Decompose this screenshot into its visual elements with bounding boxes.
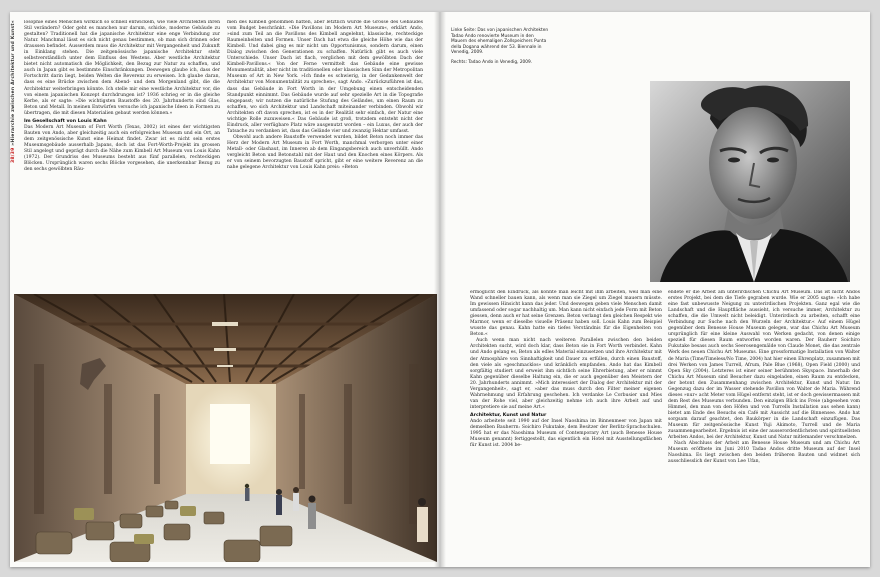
right-page	[443, 12, 870, 567]
portrait-illustration	[650, 81, 850, 282]
caption-left-photo: Linke Seite: Das von japanischen Architekten Tadao Ando renovierte Museum in den Mauern des ehemaligen Zollspeichers Punta della Dogana während der 53. Biennale in Venedig, 2009.	[451, 28, 549, 56]
running-head-text: »Hierarchie zwischen Architektur und Kunst«	[11, 20, 16, 146]
magazine-spread	[10, 12, 870, 567]
body-paragraph: ermöglicht den Eindruck, als könnte man leicht mit ihm arbeiten, weil man eine Wand schneller bauen kann, als wenn man sie Ziegel um Ziegel mauern müsste. Im gewissen Hinsicht kann das jeder. Und deswegen geben viele Menschen damit umfassend oder sogar nachhaltig um. Man kann nicht einfach jede Form mit Beton giessen, denn auch er hat seine Grenzen. Beton verlangt den gleichen Respekt wie Marmor, wenn er dieselbe visuelle Präsenz haben soll. Louis Kahn zum Beispiel wusste das genau. Kahn hatte ein tiefes Verständnis für die Eigenheiten von Beton.«	[470, 290, 662, 338]
museum-interior-illustration	[14, 294, 437, 562]
caption-right-photo: Rechts: Tadao Ando in Venedig, 2009.	[451, 59, 533, 65]
left-column-2	[227, 20, 423, 290]
left-page	[10, 12, 437, 567]
body-paragraph: Ando arbeitete seit 1990 auf der Insel Naoshima im Binnenmeer von Japan mit demselben Bauherrn: Soichiro Fukutake, dem Besitzer der Berlitz-Sprachschulen. 1995 hat er das Naoshima Museum of Contemporary Art (auch Benesse House Museum genannt) fertiggestellt, das eigentlich ein Hotel mit Ausstellungsflächen für Kunst ist. 2004 be-	[470, 418, 662, 449]
photo-caption	[451, 28, 549, 70]
section-heading: Architektur, Kunst und Natur	[470, 412, 547, 418]
body-paragraph: endete er die Arbeit am unterirdischen Chichu Art Museum. Das ist nicht Andos erstes Projekt, bei dem die Tiefe gegraben wurde. Wie er 2005 sagte: »Ich habe eine fast unbewusste Neigung zu unterirdischen Projekten. Ganz egal wie die Landschaft und die Hauptfläche aussieht, ich versuche immer, Architektur zu schaffen, die die Umwelt nicht beleidigt. Unterirdisch zu arbeiten, schafft eine Verbindung zur Suche nach den Wurzeln der Architektur.« Auf einem Hügel gegenüber dem Benesse House Museum gelegen, war das Chichu Art Museum ursprünglich für eine kleine Auswahl von Werken gedacht, von denen einige speziell für diesen Raum entworfen worden waren. Der Bauherr Soichiro Fukutake besass auch sechs Seerosengemälde von Claude Monet, die das zentrale Werk des neuen Chichu Art Museums. Eine grossformatige Installation von Walter de Maria (Time/Timeless/No Time, 2004) hat hier einen Ehrenplatz, zusammen mit drei Werken von James Turrell, Afrum, Pale Blue (1968), Open Field (2000) und Open Sky (2004). Letzteres ist einer seiner berühmten Skyspace. Innerhalb der Chichu Art Museum sind Besucher dazu eingeladen, einen Raum zu entdecken, der betont den Zusammenhang zwischen Architektur, Kunst und Natur. Im Gegenzug dazu der im Wasser stehende Pavillon von Walter de Maria. Während dieses »nur« acht Meter vom Hügel entfernt steht, ist er doch gewissermassen mit dem Rest des Museums verbunden. Den einzigen Blick ins Freie (abgesehen vom Himmel, den man von den Höfen und von Turrells Installation aus sehen kann) bietet am Ende des Besuchs ein Café mit Aussicht auf die Binnensee. Ando hat sorgsam darauf geachtet, den Baukörper in die Landschaft einzufügen. Das Museum für zeitgenössische Kunst Yuji Akimoto, Turrell und de Maria zusammengearbeitet. Ergebnis ist eine der ausserordentlichsten und spirituellsten Arbeiten Andos, bei der Architektur, Kunst und Natur mitlemander verschmelzen.	[668, 290, 860, 441]
running-head	[11, 20, 23, 230]
body-paragraph: Das Modern Art Museum of Fort Worth (Texas, 2002) ist eines der wichtigsten Bauten von Ando, aber gleichzeitig auch ein erfolgreiches Museum und ein Ort, an dem zeitgenössische Kunst eine Heimat findet. Zwar ist es nicht sein erstes Museumsgebäude ausserhalb Japans, doch ist das Fort-Worth-Projekt im grossen Stil angelegt und geprägt durch die Nähe zum Kimbell Art Museum von Louis Kahn (1972). Der Grundriss des Museums besteht aus fünf parallelen, rechteckigen Blöcken. Ursprünglich waren sechs Blöcke vorgesehen, die unerkennbar Bezug zu den sechs gewölbten Räu-	[24, 124, 220, 173]
tadao-ando-portrait	[650, 81, 850, 282]
body-paragraph: Nach Abschluss der Arbeit am Benesse House Museum und am Chichu Art Museum eröffnete im Juni 2010 Tadao Andos dritte Museum auf der Insel Naoshima. Es liegt zwischen den beiden früheren Bauten und widmet sich ausschliesslich der Kunst von Lee Ufan,	[668, 441, 860, 465]
body-paragraph: Auch wenn man nicht nach weiteren Parallelen zwischen den beiden Architekten sucht, wird doch klar, dass Beton sie in Fort Worth verbindet. Kahn und Ando gelang es, Beton als edles Material einzusetzen und ihre Architektur mit der Atmosphäre von Sinnhaftigkeit und Dauer zu erfüllen, durch einen Baustoff, den viele als »geschmacklos« und kränklich empfanden. Ando hat das Kimbell sorgfältig studiert und erweist ihm sichtlich seine Ehrerbietung, aber er nimmt Kahn gegenüber dieselbe Haltung ein, die er auch gegenüber den Meistern der 20. Jahrhunderts annimmt. »Mich interessiert der Dialog der Architektur mit der Vergangenheit«, sagt er, »aber das muss durch den Filter meiner eigenen Wahrnehmung und Erfahrung geschehen. Ich verdanke Le Corbusier und Mies van der Rohe viel, aber gleichzeitig nehme ich auch ihre Arbeit auf und interpretiere sie auf meine Art.«	[470, 338, 662, 410]
left-column-1	[24, 20, 220, 290]
venice-museum-photo	[14, 294, 437, 562]
body-paragraph: men des Kimbell genommen hätten, aber letztlich wurde die Grösse des Gebäudes vom Budget beschränkt. »Die Pavillons im Modern Art Museum«, erklärt Ando, »sind zum Teil an die Pavillons des Kimbell angelehnt, klassische, rechteckige Raumeinheiten und Formen. Unser Dach hat etwa die gleiche Höhe wie das der Kimbell. Und dabei ging es mir nicht um Opportunismus, sondern darum, einen Dialog zwischen den Generationen zu schaffen. Natürlich gibt es auch viele Unterschiede. Unser Dach ist flach, verglichen mit dem gewölbten Dach der Kimbell-Pavillons.« Von der Ferne vermittelt das Gebäude eine gewisse Monumentalität, aber nicht im traditionellen oder klassischen Sinn der Metropolitan Museum of Art in New York. »Ich finde es schwierig, in der Gedankenwelt der Architektur von Monumentalität zu sprechen«, sagt Ando. »Zurückzuführen ist das, dass das Gebäude in Fort Worth in der Umgebung einen entscheidenden Standpunkt einnimmt. Das Gebäude wurde auf sehr spezielle Art in die Topografie eingepasst; wir nutzen die natürliche Stufung des Geländes, um einen Raum zu schaffen, wo sich Architektur und Landschaft miteinander verbinden. Obwohl wir Architekten oft davon sprechen, ist es in der Realität sehr einfach, der Natur eine wichtige Rolle zuzuweisen.« Das Gebäude ist groß, trotzdem entsteht nicht der Eindruck, aller verfügbare Platz wäre ausgenutzt worden – ein Luxus, der auch der Tatsache zu verdanken ist, dass das Gelände vier und zwanzig Hektar umfasst.	[227, 20, 423, 134]
section-heading: Im Gesellschaft von Louis Kahn	[24, 118, 107, 124]
body-paragraph: Obwohl auch andere Baustoffe verwendet wurden, bildet Beton noch immer das Herz der Modern Art Museum in Fort Worth, manchmal verborgen unter einer Metall- oder Glashaut, im Inneren ab dem Eingangsbereich auch unverhüllt. Ando vergleicht Beton und Betonstahl mit der Haut und den Knochen eines Körpers. Als er von seinem bevorzugten Baustoff spricht, gibt er eine weitere Reverenz an die nahe gelegene Architektur von Louis Kahn preis: »Beton	[227, 134, 423, 171]
right-column-1	[470, 290, 662, 560]
body-paragraph: losophie eines Menschen wirklich so schnell entwickeln, wie viele Architekten ihren Stil verändern? Oder geht es manchen nur darum, schicke, moderne Gebäude zu gestalten? Traditionell hat die japanische Architektur eine enge Verbindung zur Natur. Manchmal lässt es sich nicht genau bestimmen, ob man sich drinnen oder draussen befindet. Ausserdem muss die Architektur mit Vergangenheit und Zukunft in Einklang stehen. Die zeitgenössische japanische Architektur steht selbstverständlich unter dem Einfluss des Westens. Aber westliche Architektur bietet nicht automatisch die Möglichkeit, den Bezug zur Natur zu schaffen, und auch in Japan gibt es bestimmte Einschränkungen. Deswegen glaube ich, dass der Fortschritt darin liegt, beiden Welten die Reverenz zu erweisen. Ich glaube daran, dass es eine Brücke zwischen dem Abend- und dem Morgenland gibt, die die Architektur weiterbringen könnte. Ich stelle mir eine westliche Architektur vor, die von einem japanischen Konzept durchdrungen ist? 1936 schrieg er in die gleiche Kerbe, als er sagte: »Die wichtigsten Baustoffe des 20. Jahrhunderts sind Glas, Beton und Metall. In meinen Entwürfen versuche ich japanische Ideen in Formen zu übertragen, die mit diesen Materialien gebaut werden können.«	[24, 20, 220, 116]
folio: 38/39	[11, 147, 16, 163]
right-column-2	[668, 290, 860, 560]
